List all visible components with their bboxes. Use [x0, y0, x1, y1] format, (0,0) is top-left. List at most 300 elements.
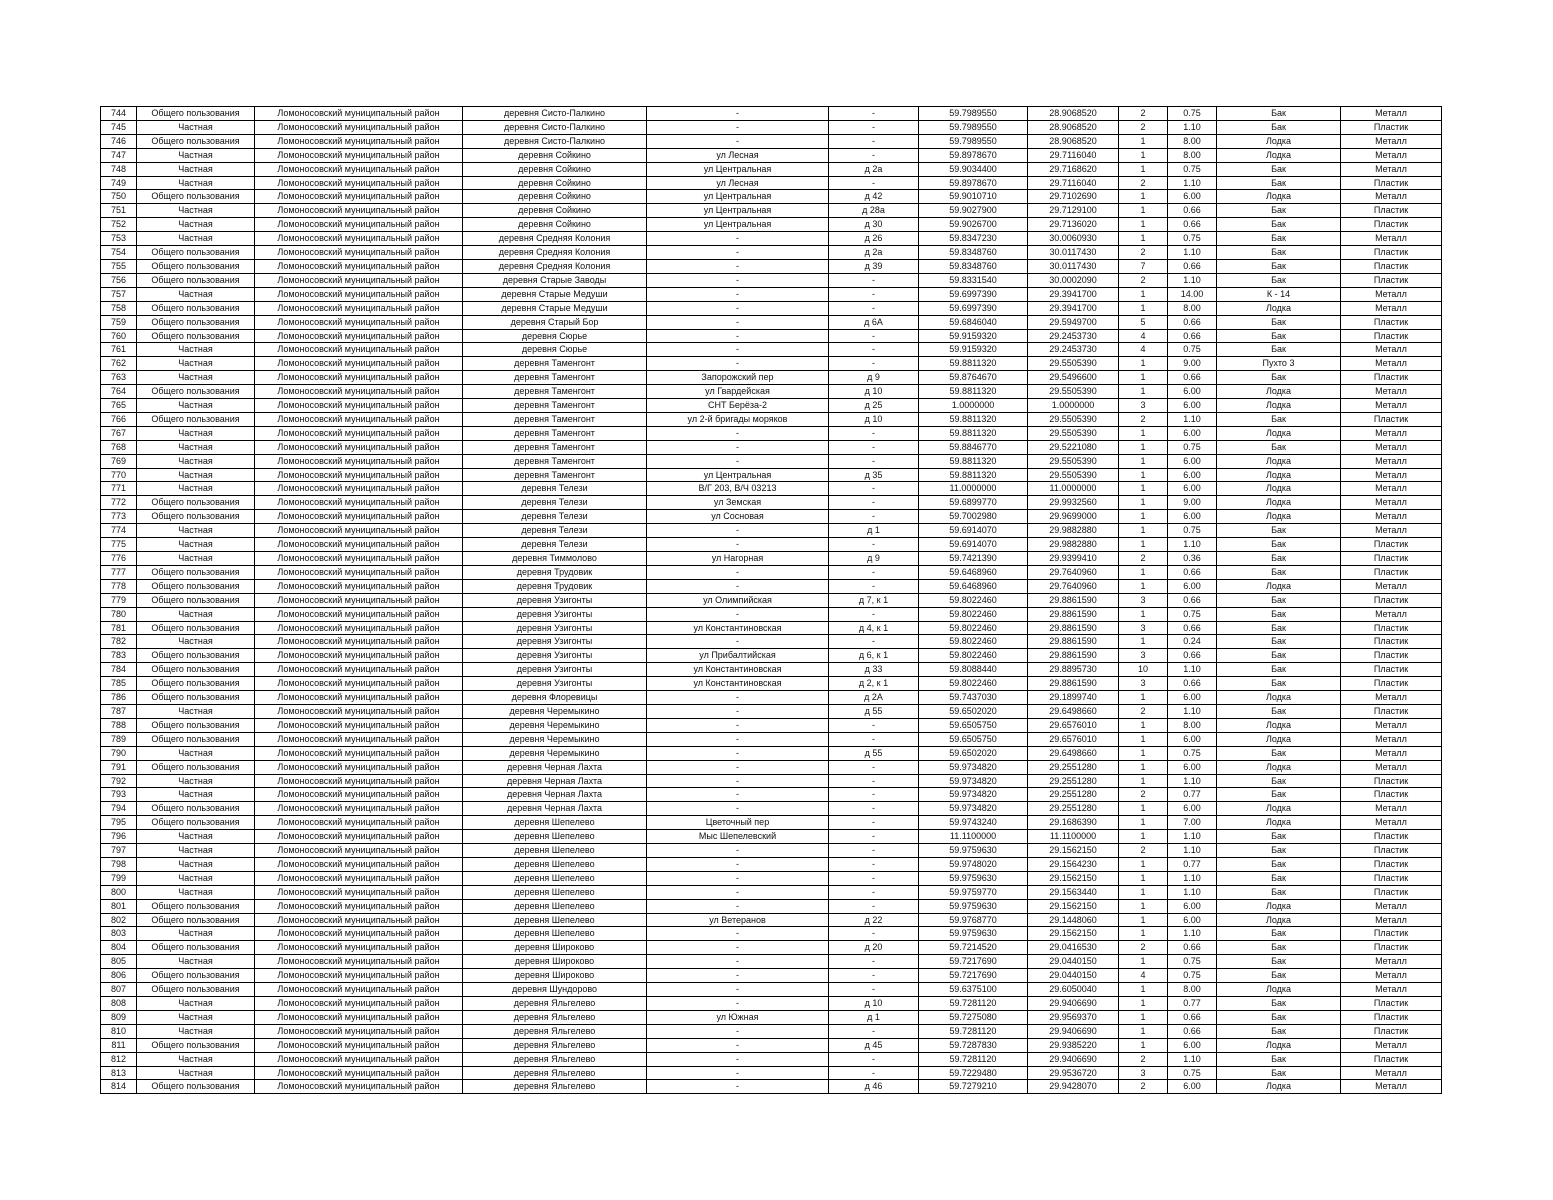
cell-settlement: деревня Старые Заводы [463, 273, 647, 287]
cell-settlement: деревня Широково [463, 955, 647, 969]
cell-material: Пластик [1341, 552, 1442, 566]
cell-volume: 0.66 [1168, 204, 1217, 218]
cell-number: 795 [101, 816, 137, 830]
cell-house: д 35 [829, 468, 919, 482]
table-row [101, 482, 1442, 496]
table-row [101, 579, 1442, 593]
cell-count: 1 [1119, 1038, 1168, 1052]
cell-number: 755 [101, 259, 137, 273]
cell-container-type: Лодка [1217, 385, 1341, 399]
cell-volume: 1.10 [1168, 273, 1217, 287]
cell-material: Металл [1341, 301, 1442, 315]
cell-longitude: 30.0117430 [1028, 259, 1119, 273]
cell-district: Ломоносовский муниципальный район [255, 510, 463, 524]
table-row [101, 426, 1442, 440]
cell-material: Металл [1341, 148, 1442, 162]
cell-type: Частная [137, 1024, 255, 1038]
cell-house: д 30 [829, 218, 919, 232]
cell-count: 1 [1119, 913, 1168, 927]
cell-type: Общего пользования [137, 579, 255, 593]
cell-house: - [829, 871, 919, 885]
cell-longitude: 29.9399410 [1028, 552, 1119, 566]
cell-material: Пластик [1341, 246, 1442, 260]
cell-street: - [647, 983, 829, 997]
table-row [101, 218, 1442, 232]
cell-material: Металл [1341, 607, 1442, 621]
cell-street: - [647, 607, 829, 621]
cell-count: 1 [1119, 927, 1168, 941]
cell-number: 757 [101, 287, 137, 301]
cell-container-type: Бак [1217, 343, 1341, 357]
cell-street: - [647, 857, 829, 871]
cell-material: Металл [1341, 510, 1442, 524]
cell-latitude: 59.6846040 [919, 315, 1028, 329]
table-row [101, 788, 1442, 802]
cell-street: - [647, 718, 829, 732]
cell-volume: 0.75 [1168, 343, 1217, 357]
cell-material: Пластик [1341, 315, 1442, 329]
cell-house: д 2А [829, 691, 919, 705]
cell-longitude: 29.6498660 [1028, 704, 1119, 718]
table-body [101, 107, 1442, 1094]
cell-house: д 33 [829, 663, 919, 677]
cell-type: Общего пользования [137, 899, 255, 913]
cell-container-type: Бак [1217, 746, 1341, 760]
cell-district: Ломоносовский муниципальный район [255, 871, 463, 885]
cell-district: Ломоносовский муниципальный район [255, 718, 463, 732]
cell-material: Пластик [1341, 927, 1442, 941]
cell-street: - [647, 774, 829, 788]
cell-material: Металл [1341, 983, 1442, 997]
cell-street: ул Центральная [647, 468, 829, 482]
cell-longitude: 29.9428070 [1028, 1080, 1119, 1094]
cell-count: 1 [1119, 579, 1168, 593]
cell-latitude: 59.7214520 [919, 941, 1028, 955]
cell-latitude: 59.8022460 [919, 607, 1028, 621]
cell-latitude: 59.8022460 [919, 677, 1028, 691]
cell-container-type: Бак [1217, 120, 1341, 134]
cell-number: 756 [101, 273, 137, 287]
cell-volume: 6.00 [1168, 454, 1217, 468]
cell-type: Частная [137, 371, 255, 385]
cell-container-type: К - 14 [1217, 287, 1341, 301]
table-row [101, 816, 1442, 830]
cell-longitude: 29.0440150 [1028, 955, 1119, 969]
cell-type: Частная [137, 788, 255, 802]
cell-volume: 1.10 [1168, 120, 1217, 134]
cell-volume: 6.00 [1168, 1038, 1217, 1052]
cell-district: Ломоносовский муниципальный район [255, 190, 463, 204]
cell-type: Частная [137, 552, 255, 566]
cell-container-type: Лодка [1217, 148, 1341, 162]
cell-number: 761 [101, 343, 137, 357]
table-row [101, 844, 1442, 858]
cell-number: 751 [101, 204, 137, 218]
cell-latitude: 59.8331540 [919, 273, 1028, 287]
cell-settlement: деревня Сойкино [463, 176, 647, 190]
cell-material: Металл [1341, 579, 1442, 593]
table-row [101, 357, 1442, 371]
cell-count: 1 [1119, 857, 1168, 871]
cell-house: - [829, 969, 919, 983]
cell-street: ул Центральная [647, 190, 829, 204]
cell-street: ул Гвардейская [647, 385, 829, 399]
cell-volume: 0.75 [1168, 1066, 1217, 1080]
cell-volume: 14.00 [1168, 287, 1217, 301]
cell-latitude: 59.7279210 [919, 1080, 1028, 1094]
cell-latitude: 59.7989550 [919, 107, 1028, 121]
cell-settlement: деревня Шепелево [463, 927, 647, 941]
cell-count: 3 [1119, 677, 1168, 691]
cell-settlement: деревня Шепелево [463, 871, 647, 885]
cell-settlement: деревня Систо-Палкино [463, 107, 647, 121]
cell-material: Пластик [1341, 857, 1442, 871]
cell-district: Ломоносовский муниципальный район [255, 120, 463, 134]
cell-volume: 0.66 [1168, 218, 1217, 232]
cell-street: - [647, 301, 829, 315]
cell-district: Ломоносовский муниципальный район [255, 1080, 463, 1094]
table-row [101, 190, 1442, 204]
table-row [101, 969, 1442, 983]
cell-latitude: 1.0000000 [919, 399, 1028, 413]
cell-latitude: 59.9759630 [919, 927, 1028, 941]
cell-settlement: деревня Таменгонт [463, 399, 647, 413]
cell-count: 2 [1119, 273, 1168, 287]
cell-house: - [829, 120, 919, 134]
cell-number: 785 [101, 677, 137, 691]
cell-district: Ломоносовский муниципальный район [255, 857, 463, 871]
cell-latitude: 59.9759630 [919, 899, 1028, 913]
cell-district: Ломоносовский муниципальный район [255, 385, 463, 399]
cell-number: 802 [101, 913, 137, 927]
cell-type: Частная [137, 635, 255, 649]
cell-house: д 2а [829, 246, 919, 260]
cell-number: 745 [101, 120, 137, 134]
cell-longitude: 29.9882880 [1028, 524, 1119, 538]
cell-latitude: 59.6502020 [919, 746, 1028, 760]
cell-container-type: Лодка [1217, 134, 1341, 148]
table-row [101, 315, 1442, 329]
cell-material: Металл [1341, 399, 1442, 413]
cell-container-type: Бак [1217, 259, 1341, 273]
cell-number: 798 [101, 857, 137, 871]
cell-settlement: деревня Узигонты [463, 593, 647, 607]
cell-house: д 7, к 1 [829, 593, 919, 607]
cell-type: Частная [137, 607, 255, 621]
cell-material: Металл [1341, 232, 1442, 246]
cell-house: д 20 [829, 941, 919, 955]
cell-longitude: 29.5505390 [1028, 454, 1119, 468]
table-row [101, 663, 1442, 677]
cell-house: - [829, 788, 919, 802]
cell-type: Общего пользования [137, 802, 255, 816]
cell-street: ул Земская [647, 496, 829, 510]
cell-type: Общего пользования [137, 677, 255, 691]
cell-latitude: 59.8811320 [919, 426, 1028, 440]
cell-settlement: деревня Таменгонт [463, 371, 647, 385]
cell-number: 807 [101, 983, 137, 997]
cell-longitude: 29.6576010 [1028, 718, 1119, 732]
cell-container-type: Лодка [1217, 1080, 1341, 1094]
cell-type: Частная [137, 176, 255, 190]
cell-longitude: 29.9932560 [1028, 496, 1119, 510]
cell-longitude: 29.5496600 [1028, 371, 1119, 385]
cell-material: Металл [1341, 454, 1442, 468]
cell-volume: 6.00 [1168, 691, 1217, 705]
cell-street: - [647, 120, 829, 134]
cell-street: - [647, 844, 829, 858]
cell-longitude: 29.2551280 [1028, 774, 1119, 788]
cell-settlement: деревня Таменгонт [463, 426, 647, 440]
cell-count: 3 [1119, 649, 1168, 663]
cell-number: 769 [101, 454, 137, 468]
cell-container-type: Бак [1217, 565, 1341, 579]
cell-material: Пластик [1341, 1052, 1442, 1066]
cell-number: 779 [101, 593, 137, 607]
cell-latitude: 59.7989550 [919, 120, 1028, 134]
cell-settlement: деревня Старый Бор [463, 315, 647, 329]
cell-container-type: Бак [1217, 538, 1341, 552]
cell-material: Пластик [1341, 774, 1442, 788]
cell-type: Частная [137, 287, 255, 301]
cell-volume: 7.00 [1168, 816, 1217, 830]
cell-latitude: 59.6502020 [919, 704, 1028, 718]
cell-material: Металл [1341, 107, 1442, 121]
cell-count: 2 [1119, 788, 1168, 802]
cell-longitude: 29.0416530 [1028, 941, 1119, 955]
cell-latitude: 59.9748020 [919, 857, 1028, 871]
cell-volume: 0.66 [1168, 1024, 1217, 1038]
cell-count: 1 [1119, 816, 1168, 830]
cell-count: 2 [1119, 176, 1168, 190]
cell-number: 754 [101, 246, 137, 260]
cell-material: Пластик [1341, 273, 1442, 287]
cell-count: 4 [1119, 969, 1168, 983]
cell-count: 5 [1119, 315, 1168, 329]
cell-district: Ломоносовский муниципальный район [255, 426, 463, 440]
table-row [101, 732, 1442, 746]
cell-house: д 42 [829, 190, 919, 204]
table-row [101, 635, 1442, 649]
cell-district: Ломоносовский муниципальный район [255, 732, 463, 746]
cell-street: - [647, 259, 829, 273]
cell-latitude: 59.8811320 [919, 385, 1028, 399]
cell-volume: 9.00 [1168, 496, 1217, 510]
cell-type: Частная [137, 218, 255, 232]
cell-type: Общего пользования [137, 941, 255, 955]
cell-street: - [647, 746, 829, 760]
cell-volume: 0.66 [1168, 941, 1217, 955]
cell-settlement: деревня Систо-Палкино [463, 134, 647, 148]
cell-settlement: деревня Яльгелево [463, 997, 647, 1011]
cell-volume: 8.00 [1168, 148, 1217, 162]
cell-longitude: 29.5949700 [1028, 315, 1119, 329]
cell-volume: 0.66 [1168, 621, 1217, 635]
cell-longitude: 29.1899740 [1028, 691, 1119, 705]
table-row [101, 649, 1442, 663]
cell-latitude: 59.8348760 [919, 259, 1028, 273]
cell-house: - [829, 440, 919, 454]
cell-settlement: деревня Шундорово [463, 983, 647, 997]
cell-count: 1 [1119, 371, 1168, 385]
cell-street: - [647, 1038, 829, 1052]
cell-street: ул Ветеранов [647, 913, 829, 927]
cell-street: - [647, 426, 829, 440]
cell-type: Общего пользования [137, 385, 255, 399]
cell-district: Ломоносовский муниципальный район [255, 997, 463, 1011]
cell-house: - [829, 329, 919, 343]
cell-volume: 6.00 [1168, 385, 1217, 399]
table-row [101, 120, 1442, 134]
cell-container-type: Бак [1217, 997, 1341, 1011]
table-row [101, 927, 1442, 941]
cell-district: Ломоносовский муниципальный район [255, 941, 463, 955]
cell-street: - [647, 287, 829, 301]
table-row [101, 677, 1442, 691]
cell-volume: 1.10 [1168, 774, 1217, 788]
cell-street: - [647, 273, 829, 287]
cell-volume: 0.75 [1168, 107, 1217, 121]
cell-container-type: Лодка [1217, 482, 1341, 496]
cell-material: Металл [1341, 969, 1442, 983]
cell-volume: 1.10 [1168, 871, 1217, 885]
cell-type: Частная [137, 1010, 255, 1024]
table-row [101, 107, 1442, 121]
cell-settlement: деревня Средняя Колония [463, 232, 647, 246]
cell-number: 777 [101, 565, 137, 579]
cell-type: Общего пользования [137, 565, 255, 579]
cell-latitude: 59.6468960 [919, 565, 1028, 579]
cell-district: Ломоносовский муниципальный район [255, 621, 463, 635]
cell-longitude: 29.7116040 [1028, 148, 1119, 162]
cell-volume: 8.00 [1168, 301, 1217, 315]
cell-type: Общего пользования [137, 913, 255, 927]
cell-settlement: деревня Шепелево [463, 816, 647, 830]
cell-volume: 6.00 [1168, 760, 1217, 774]
cell-number: 780 [101, 607, 137, 621]
cell-container-type: Лодка [1217, 1038, 1341, 1052]
cell-district: Ломоносовский муниципальный район [255, 176, 463, 190]
cell-longitude: 29.3941700 [1028, 287, 1119, 301]
cell-type: Частная [137, 454, 255, 468]
cell-longitude: 29.9882880 [1028, 538, 1119, 552]
cell-material: Пластик [1341, 663, 1442, 677]
cell-count: 7 [1119, 259, 1168, 273]
cell-house: - [829, 816, 919, 830]
table-row [101, 941, 1442, 955]
cell-settlement: деревня Широково [463, 969, 647, 983]
cell-longitude: 29.8861590 [1028, 621, 1119, 635]
cell-latitude: 59.8978670 [919, 148, 1028, 162]
cell-count: 3 [1119, 593, 1168, 607]
cell-number: 812 [101, 1052, 137, 1066]
cell-type: Частная [137, 955, 255, 969]
cell-longitude: 29.1562150 [1028, 899, 1119, 913]
cell-settlement: деревня Сойкино [463, 162, 647, 176]
table-row [101, 454, 1442, 468]
cell-longitude: 11.1100000 [1028, 830, 1119, 844]
cell-type: Частная [137, 357, 255, 371]
cell-district: Ломоносовский муниципальный район [255, 649, 463, 663]
cell-number: 811 [101, 1038, 137, 1052]
cell-latitude: 59.9159320 [919, 343, 1028, 357]
cell-volume: 0.66 [1168, 315, 1217, 329]
table-row [101, 510, 1442, 524]
cell-longitude: 29.7640960 [1028, 579, 1119, 593]
cell-street: - [647, 232, 829, 246]
cell-material: Металл [1341, 357, 1442, 371]
cell-settlement: деревня Тиммолово [463, 552, 647, 566]
cell-type: Частная [137, 538, 255, 552]
cell-count: 1 [1119, 1024, 1168, 1038]
cell-district: Ломоносовский муниципальный район [255, 983, 463, 997]
cell-district: Ломоносовский муниципальный район [255, 955, 463, 969]
cell-house: - [829, 774, 919, 788]
cell-longitude: 29.1562150 [1028, 927, 1119, 941]
cell-latitude: 59.9768770 [919, 913, 1028, 927]
cell-container-type: Бак [1217, 176, 1341, 190]
cell-type: Общего пользования [137, 273, 255, 287]
cell-settlement: деревня Яльгелево [463, 1024, 647, 1038]
table-row [101, 621, 1442, 635]
cell-material: Пластик [1341, 329, 1442, 343]
table-row [101, 1066, 1442, 1080]
cell-district: Ломоносовский муниципальный район [255, 524, 463, 538]
cell-house: - [829, 107, 919, 121]
cell-district: Ломоносовский муниципальный район [255, 232, 463, 246]
cell-latitude: 59.8022460 [919, 593, 1028, 607]
cell-volume: 0.24 [1168, 635, 1217, 649]
table-row [101, 273, 1442, 287]
cell-street: Мыс Шепелевский [647, 830, 829, 844]
cell-number: 765 [101, 399, 137, 413]
cell-container-type: Бак [1217, 593, 1341, 607]
cell-settlement: деревня Телези [463, 538, 647, 552]
table-row [101, 1038, 1442, 1052]
cell-longitude: 29.7102690 [1028, 190, 1119, 204]
cell-type: Частная [137, 440, 255, 454]
cell-number: 784 [101, 663, 137, 677]
cell-settlement: деревня Сюрье [463, 329, 647, 343]
cell-container-type: Бак [1217, 844, 1341, 858]
cell-type: Общего пользования [137, 621, 255, 635]
cell-district: Ломоносовский муниципальный район [255, 468, 463, 482]
cell-type: Частная [137, 343, 255, 357]
cell-settlement: деревня Широково [463, 941, 647, 955]
cell-type: Частная [137, 148, 255, 162]
table-row [101, 885, 1442, 899]
cell-house: - [829, 635, 919, 649]
cell-longitude: 29.5505390 [1028, 426, 1119, 440]
cell-type: Частная [137, 746, 255, 760]
cell-material: Металл [1341, 1066, 1442, 1080]
cell-settlement: деревня Телези [463, 510, 647, 524]
cell-number: 763 [101, 371, 137, 385]
cell-longitude: 29.2453730 [1028, 343, 1119, 357]
cell-material: Пластик [1341, 704, 1442, 718]
cell-volume: 6.00 [1168, 399, 1217, 413]
table-row [101, 343, 1442, 357]
cell-type: Частная [137, 844, 255, 858]
cell-house: д 10 [829, 385, 919, 399]
cell-type: Частная [137, 399, 255, 413]
table-row [101, 176, 1442, 190]
cell-container-type: Бак [1217, 663, 1341, 677]
cell-street: - [647, 329, 829, 343]
cell-volume: 0.66 [1168, 1010, 1217, 1024]
cell-district: Ломоносовский муниципальный район [255, 315, 463, 329]
cell-container-type: Бак [1217, 1010, 1341, 1024]
